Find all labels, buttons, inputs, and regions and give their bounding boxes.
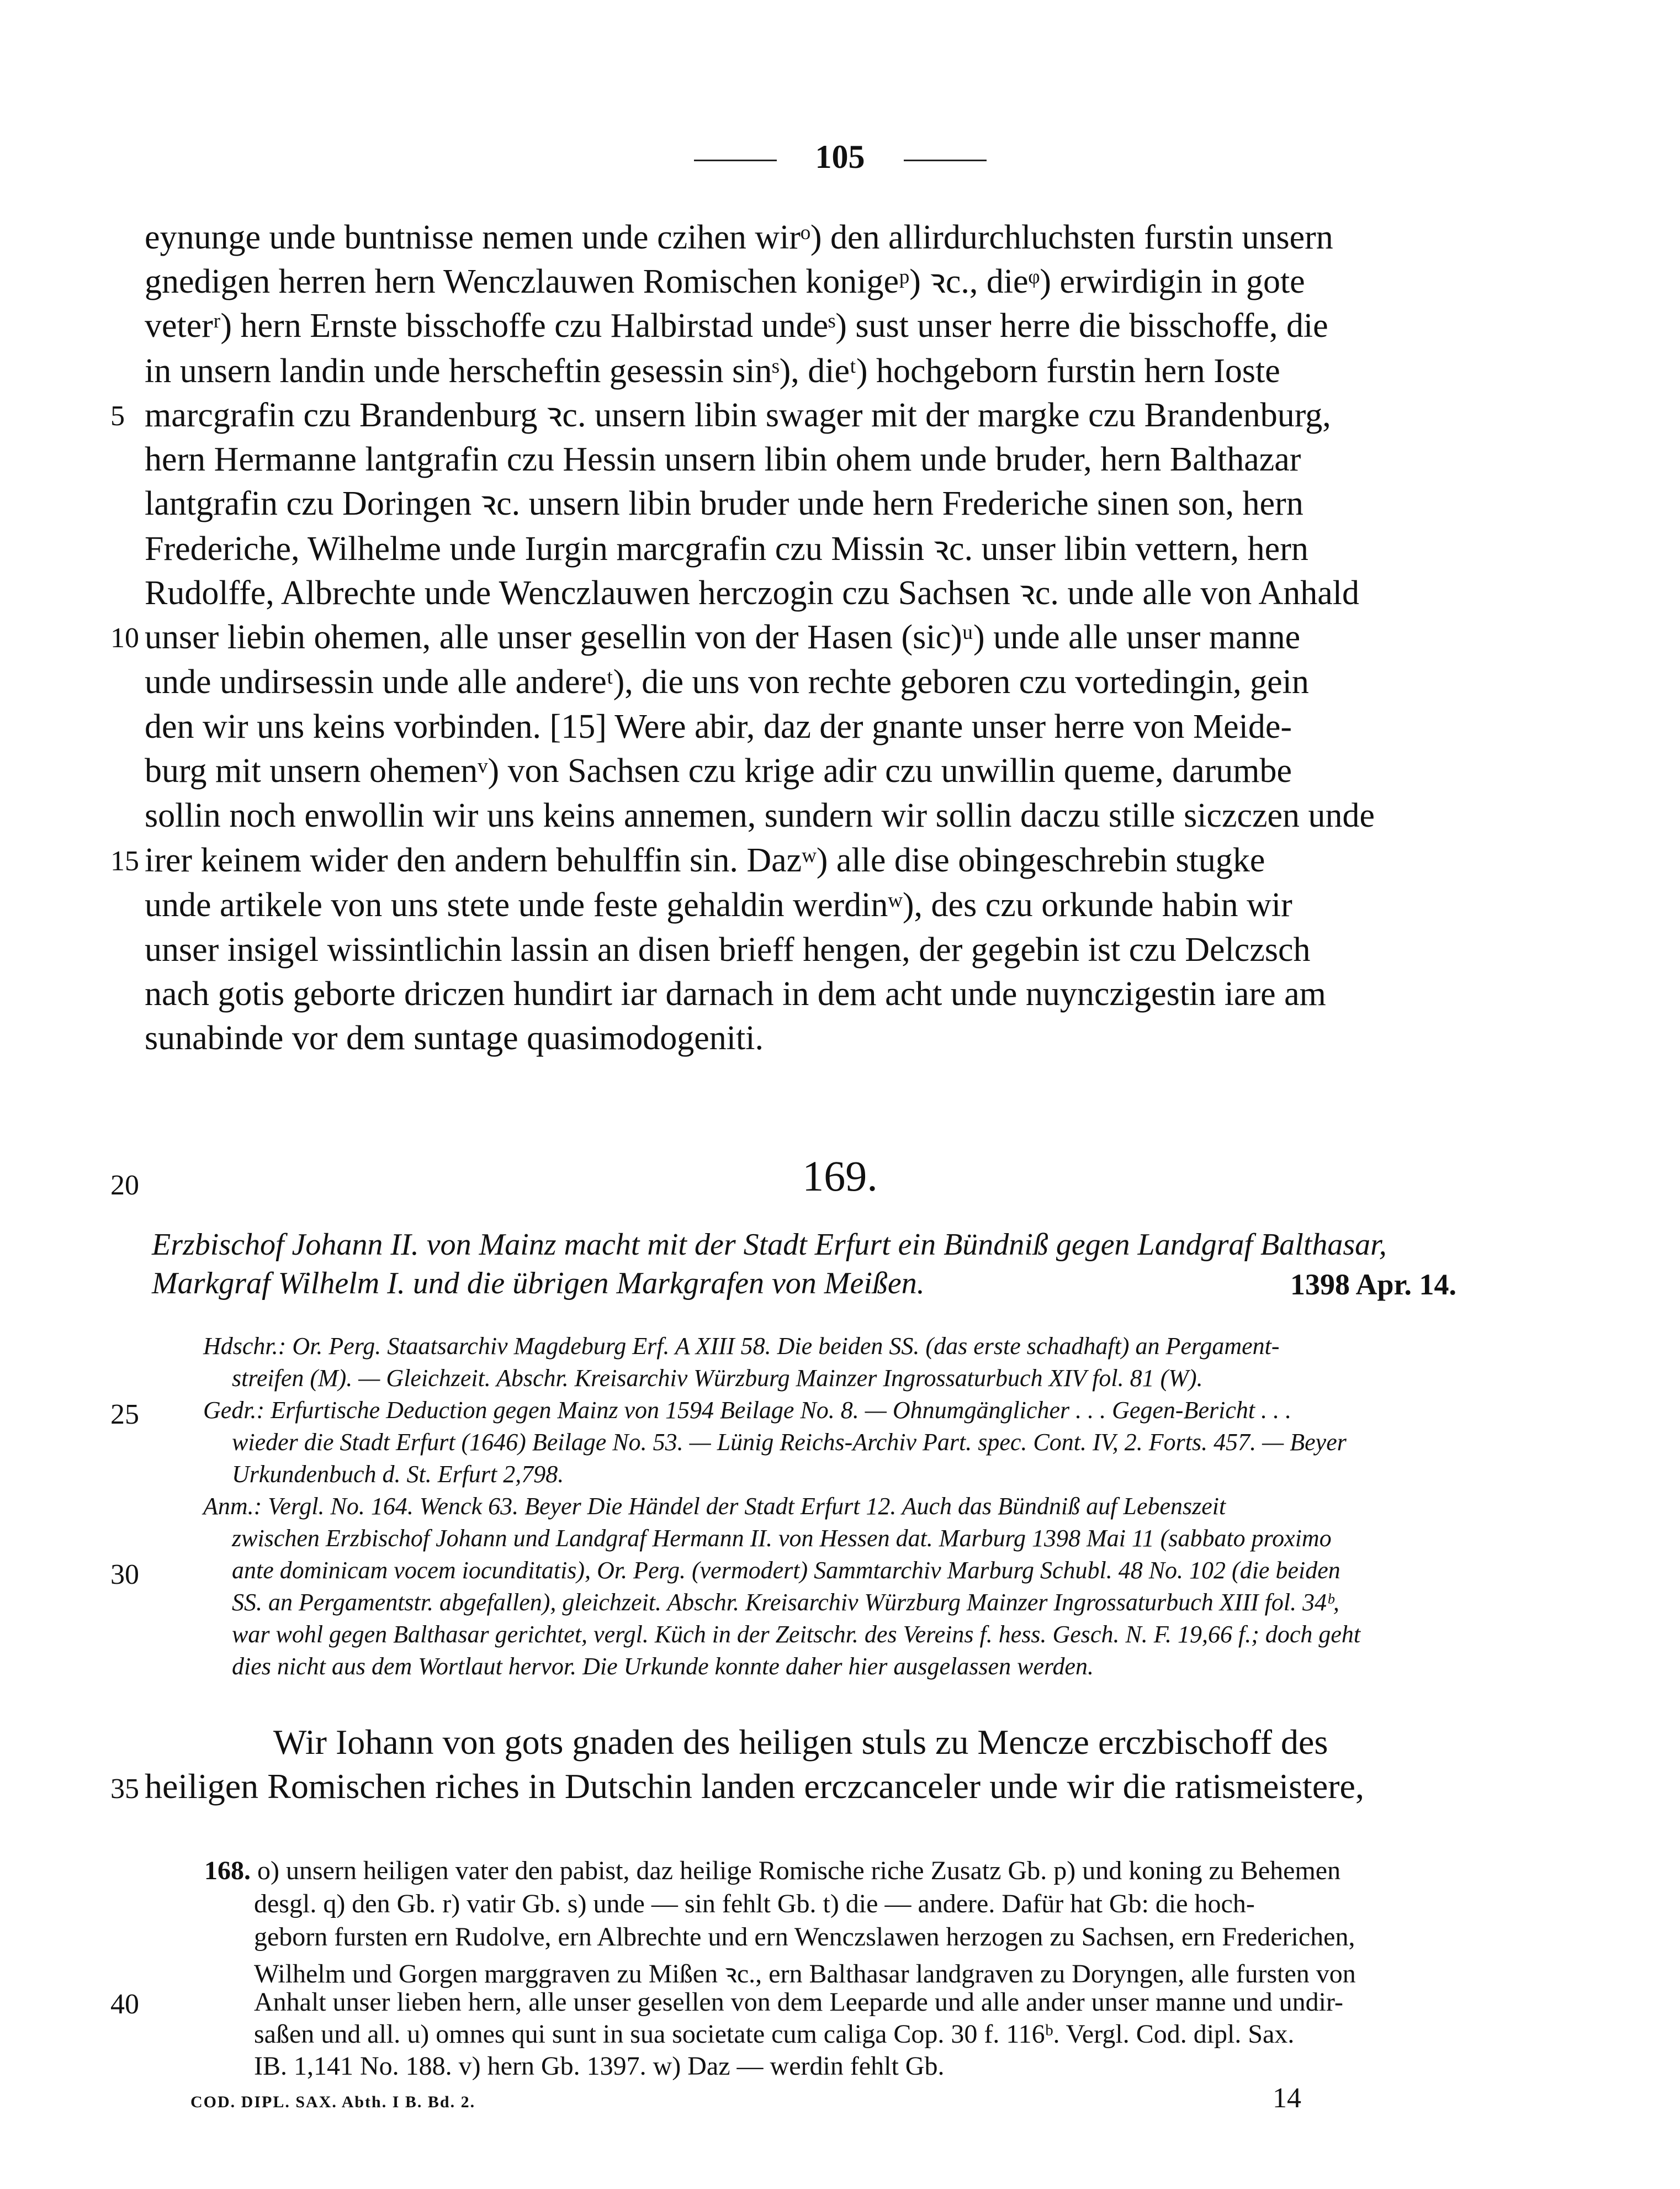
page-number: 105 [815,139,865,175]
notes-text: o) unsern heiligen vater den pabist, daz heilige Romische riche Zusatz Gb. p) und koning zu Behemen [257,1856,1341,1885]
body-line: Frederiche, Wilhelme unde Iurgin marcgrafin czu Missin ꝛc. unser libin vettern, hern [145,530,1308,568]
notes-line: Anhalt unser lieben hern, alle unser gesellen von dem Leeparde und alle ander unser manne und undir- [254,1987,1343,2017]
body-line: veterʳ) hern Ernste bisschoffe czu Halbirstad undeˢ) sust unser herre die bisschoffe, die [145,307,1328,345]
body-line: eynunge unde buntnisse nemen unde czihen wirᵒ) den allirdurchluchsten furstin unsern [145,219,1333,256]
document-date: 1398 Apr. 14. [1290,1268,1456,1301]
regest-line: Erzbischof Johann II. von Mainz macht mit der Stadt Erfurt ein Bündniß gegen Landgraf Balthasar, [152,1228,1387,1262]
apparatus-line: streifen (M). — Gleichzeit. Abschr. Kreisarchiv Würzburg Mainzer Ingrossaturbuch XIV fol. 81 (W). [232,1365,1203,1392]
line-number: 20 [110,1170,139,1201]
notes-line: desgl. q) den Gb. r) vatir Gb. s) unde — sin fehlt Gb. t) die — andere. Dafür hat Gb: die hoch- [254,1889,1255,1918]
apparatus-line: Anm.: Vergl. No. 164. Wenck 63. Beyer Die Händel der Stadt Erfurt 12. Auch das Bündniß auf Lebenszeit [203,1493,1226,1520]
line-number: 40 [110,1989,139,2020]
notes-line: Wilhelm und Gorgen marggraven zu Mißen ꝛc., ern Balthasar landgraven zu Doryngen, alle fursten von [254,1959,1356,1989]
apparatus-line: SS. an Pergamentstr. abgefallen), gleichzeit. Abschr. Kreisarchiv Würzburg Mainzer Ingrossaturbuch XIII fol. 34ᵇ, [232,1589,1339,1616]
header-rule-right [904,160,987,161]
apparatus-line: zwischen Erzbischof Johann und Landgraf Hermann II. von Hessen dat. Marburg 1398 Mai 11 (sabbato proximo [232,1525,1332,1552]
body-line: irer keinem wider den andern behulffin sin. Dazʷ) alle dise obingeschrebin stugke [145,842,1265,879]
apparatus-line: Gedr.: Erfurtische Deduction gegen Mainz von 1594 Beilage No. 8. — Ohnumgänglicher . . . Gegen-Bericht . . . [203,1397,1292,1424]
text-line: heiligen Romischen riches in Dutschin landen erczcanceler unde wir die ratismeistere, [145,1767,1364,1806]
apparatus-line: Hdschr.: Or. Perg. Staatsarchiv Magdeburg Erf. A XIII 58. Die beiden SS. (das erste schadhaft) an Pergament- [203,1333,1280,1360]
apparatus-line: Urkundenbuch d. St. Erfurt 2,798. [232,1461,564,1488]
body-line: unde artikele von uns stete unde feste gehaldin werdinʷ), des czu orkunde habin wir [145,886,1292,924]
line-number: 35 [110,1773,139,1805]
apparatus-line: wieder die Stadt Erfurt (1646) Beilage No. 53. — Lünig Reichs-Archiv Part. spec. Cont. IV, 2. Forts. 457. — Beyer [232,1429,1347,1456]
line-number: 10 [110,622,139,654]
body-line: den wir uns keins vorbinden. [15] Were abir, daz der gnante unser herre von Meide- [145,708,1292,745]
apparatus-line: war wohl gegen Balthasar gerichtet, vergl. Küch in der Zeitschr. des Vereins f. hess. Gesch. N. F. 19,66 f.; doch geht [232,1621,1361,1648]
footer-left: COD. DIPL. SAX. Abth. I B. Bd. 2. [190,2093,476,2111]
body-line: burg mit unsern ohemenᵛ) von Sachsen czu krige adir czu unwillin queme, darumbe [145,752,1292,790]
body-line: unde undirsessin unde alle andereᵗ), die uns von rechte geboren czu vortedingin, gein [145,663,1309,701]
body-line: unser liebin ohemen, alle unser gesellin von der Hasen (sic)ᵘ) unde alle unser manne [145,618,1301,656]
page-header [0,138,1680,176]
body-line: nach gotis geborte driczen hundirt iar darnach in dem acht unde nuynczigestin iare am [145,975,1326,1013]
document-number: 169. [802,1152,878,1200]
body-line: hern Hermanne lantgrafin czu Hessin unsern libin ohem unde bruder, hern Balthazar [145,441,1301,478]
notes-line: geborn fursten ern Rudolve, ern Albrechte und ern Wenczslawen herzogen zu Sachsen, ern Frederichen, [254,1922,1355,1952]
apparatus-line: ante dominicam vocem iocunditatis), Or. Perg. (vermodert) Sammtarchiv Marburg Schubl. 48 No. 102 (die beiden [232,1557,1340,1584]
line-number: 5 [110,400,125,432]
signature-number: 14 [1273,2082,1301,2114]
apparatus-line: dies nicht aus dem Wortlaut hervor. Die Urkunde konnte daher hier ausgelassen werden. [232,1653,1094,1680]
line-number: 30 [110,1559,139,1590]
body-line: sunabinde vor dem suntage quasimodogeniti. [145,1019,764,1057]
body-line: gnedigen herren hern Wenczlauwen Romischen konigeᵖ) ꝛc., dieᵠ) erwirdigin in gote [145,263,1305,300]
body-line: lantgrafin czu Doringen ꝛc. unsern libin bruder unde hern Frederiche sinen son, hern [145,485,1303,522]
body-line: marcgrafin czu Brandenburg ꝛc. unsern libin swager mit der margke czu Brandenburg, [145,396,1331,434]
notes-line: saßen und all. u) omnes qui sunt in sua societate cum caliga Cop. 30 f. 116ᵇ. Vergl. Cod. dipl. Sax. [254,2019,1295,2049]
header-rule-left [694,160,777,161]
body-line: in unsern landin unde herscheftin gesessin sinˢ), dieᵗ) hochgeborn furstin hern Ioste [145,352,1280,390]
body-line: sollin noch enwollin wir uns keins annemen, sundern wir sollin daczu stille siczczen unde [145,797,1375,834]
line-number: 15 [110,845,139,877]
body-line: Rudolffe, Albrechte unde Wenczlauwen herczogin czu Sachsen ꝛc. unde alle von Anhald [145,574,1359,612]
regest-line: Markgraf Wilhelm I. und die übrigen Markgrafen von Meißen. [152,1266,925,1300]
notes-line [204,1855,1340,1886]
line-number: 25 [110,1399,139,1430]
text-line: Wir Iohann von gots gnaden des heiligen stuls zu Mencze erczbischoff des [273,1722,1328,1762]
notes-label: 168. [204,1856,251,1885]
body-line: unser insigel wissintlichin lassin an disen brieff hengen, der gegebin ist czu Delczsch [145,931,1311,969]
notes-line: IB. 1,141 No. 188. v) hern Gb. 1397. w) Daz — werdin fehlt Gb. [254,2051,945,2081]
